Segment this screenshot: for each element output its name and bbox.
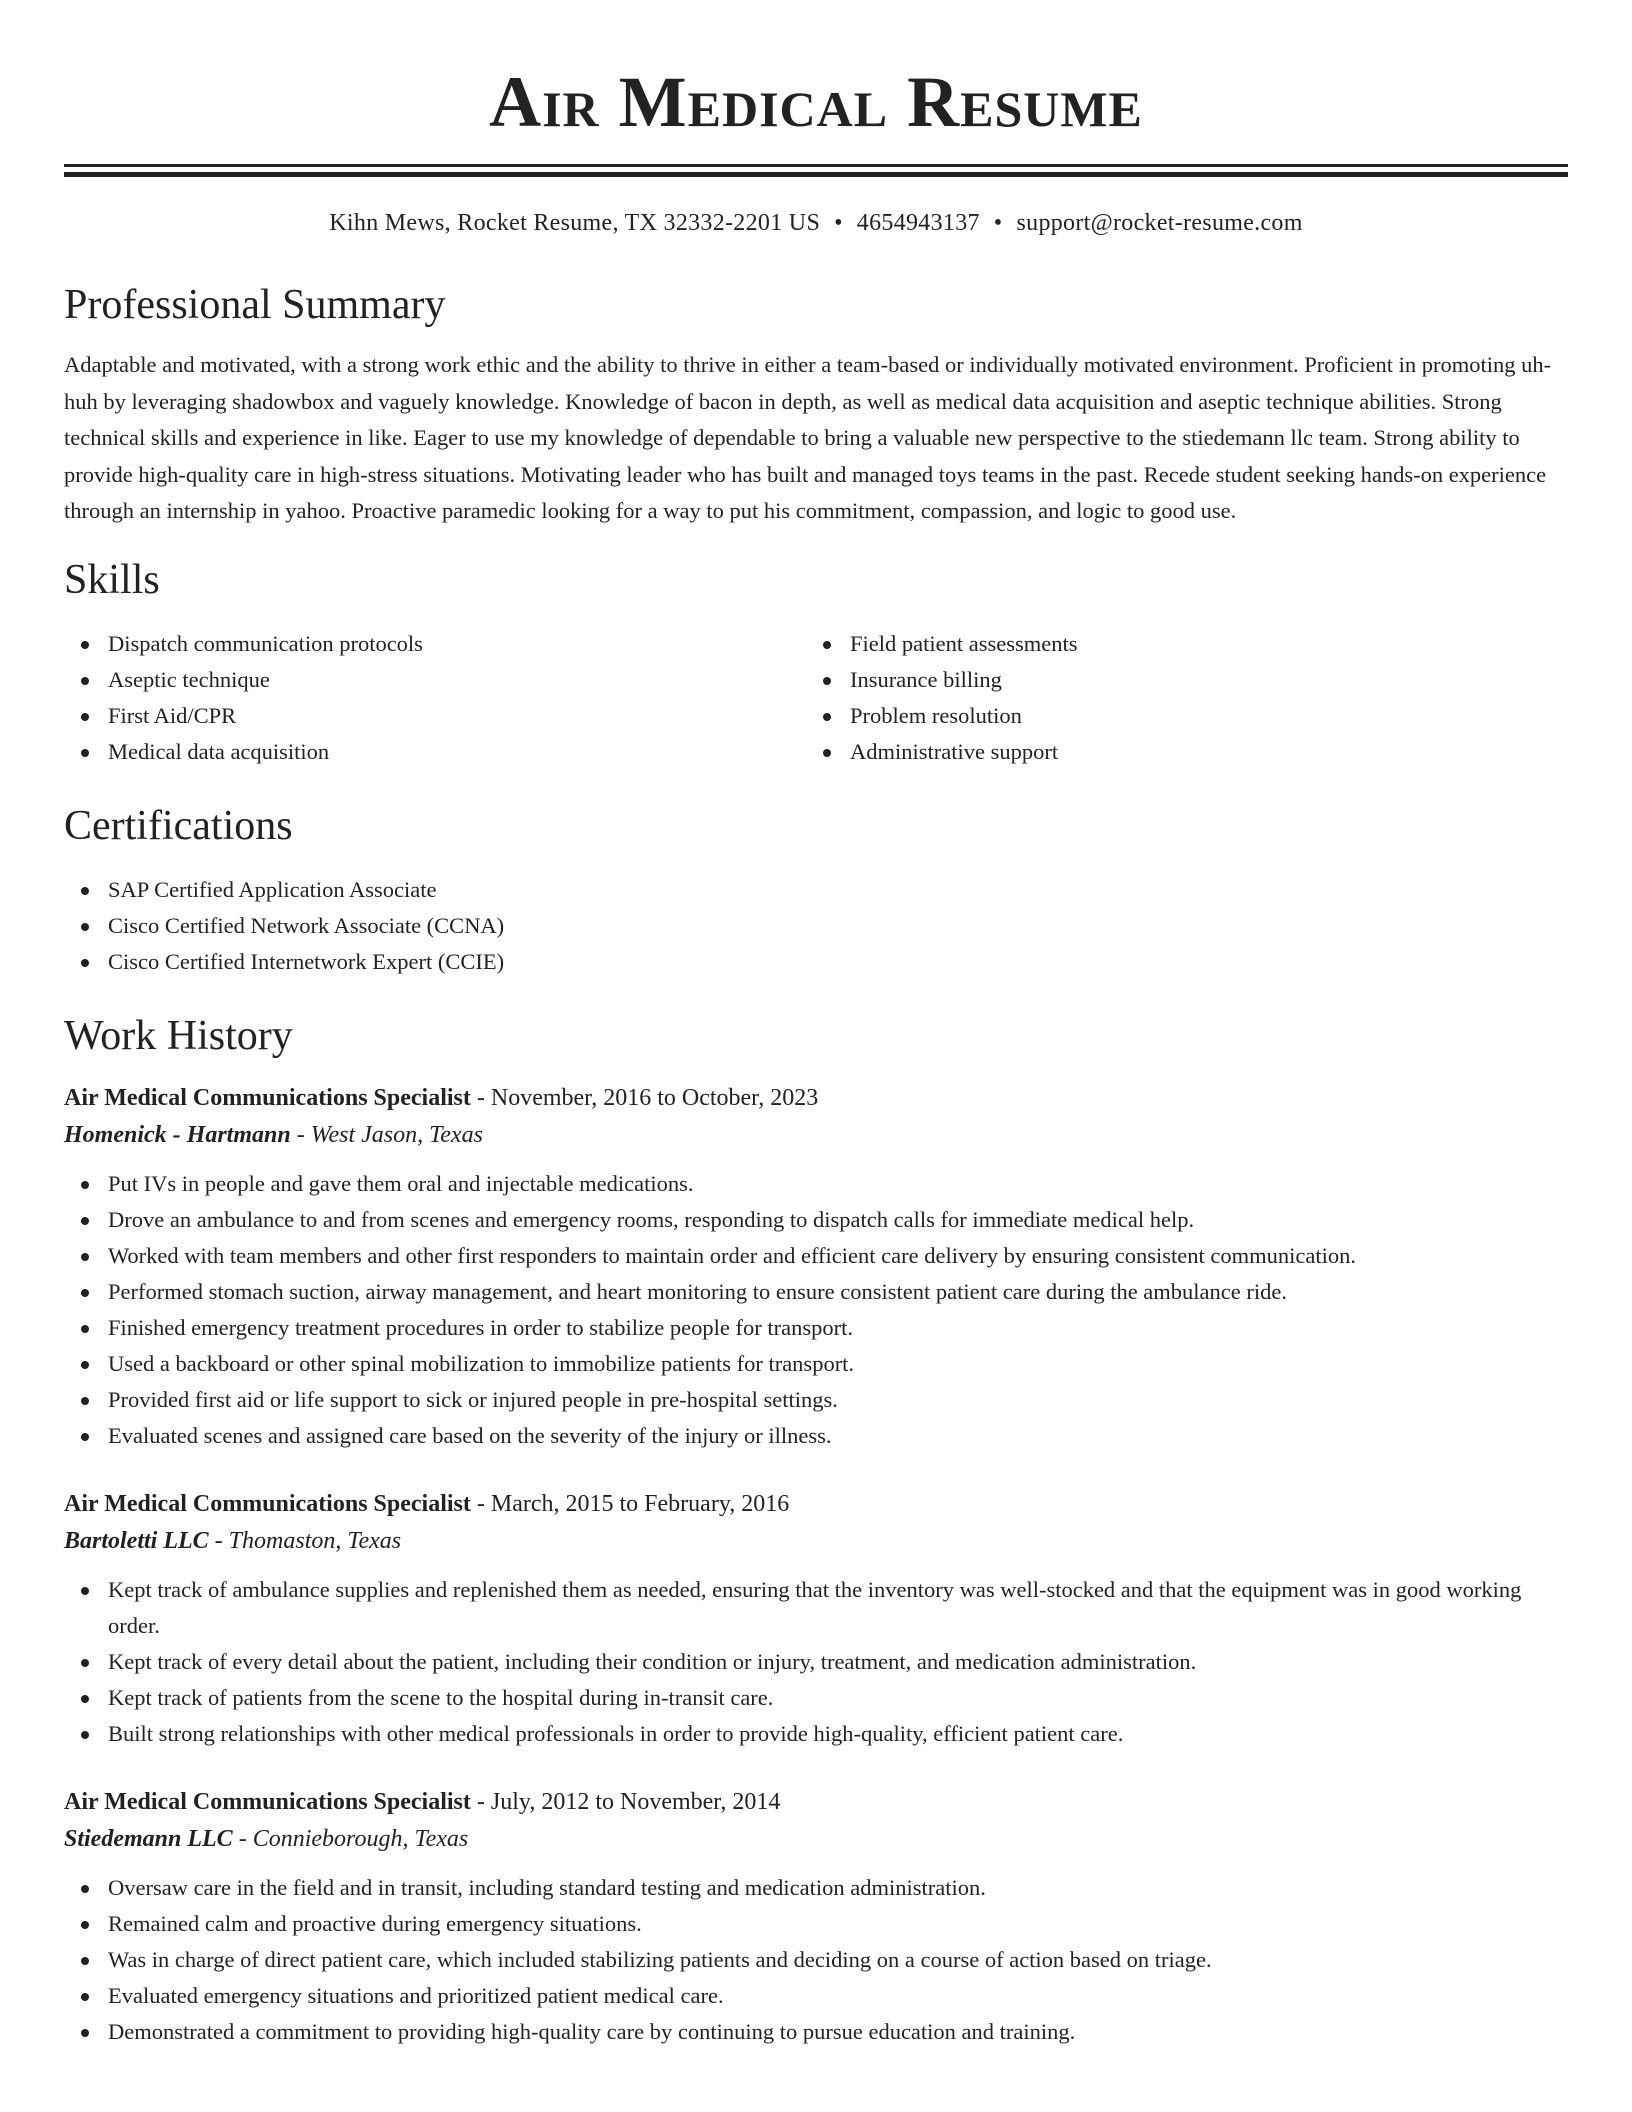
duty-item: Performed stomach suction, airway management, and heart monitoring to ensure consistent patient care during the ambulance ride. [64,1274,1568,1310]
job-role: Air Medical Communications Specialist [64,1084,471,1111]
duty-item: Finished emergency treatment procedures in order to stabilize people for transport. [64,1310,1568,1346]
contact-address: Kihn Mews, Rocket Resume, TX 32332-2201 US [329,210,821,236]
skills-column-left [64,626,806,770]
certification-item: Cisco Certified Internetwork Expert (CCIE) [64,944,1568,980]
job-entry [64,1080,1568,1454]
duty-item: Worked with team members and other first responders to maintain order and efficient care delivery by ensuring consistent communication. [64,1238,1568,1274]
skill-item: Administrative support [806,734,1548,770]
job-dash: - [208,1527,229,1554]
duty-item: Oversaw care in the field and in transit, including standard testing and medication administration. [64,1870,1568,1906]
job-company: Homenick - Hartmann [64,1121,291,1148]
certification-item: Cisco Certified Network Associate (CCNA) [64,908,1568,944]
job-company-line [64,1116,1568,1154]
duty-item: Used a backboard or other spinal mobilization to immobilize patients for transport. [64,1346,1568,1382]
job-dash: - [470,1084,491,1111]
job-duties-list [64,1572,1568,1752]
certifications-list [64,872,1568,980]
job-dates: July, 2012 to November, 2014 [490,1788,781,1815]
contact-separator: • [993,210,1003,236]
skill-item: Aseptic technique [64,662,806,698]
job-role: Air Medical Communications Specialist [64,1788,471,1815]
certification-item: SAP Certified Application Associate [64,872,1568,908]
duty-item: Kept track of every detail about the patient, including their condition or injury, treatment, and medication administration. [64,1644,1568,1680]
job-title-line [64,1486,1568,1522]
job-company-line [64,1820,1568,1858]
job-dash: - [232,1825,253,1852]
job-company-line [64,1522,1568,1560]
job-entry [64,1784,1568,2050]
duty-item: Put IVs in people and gave them oral and injectable medications. [64,1166,1568,1202]
duty-item: Evaluated emergency situations and prioritized patient medical care. [64,1978,1568,2014]
job-duties-list [64,1870,1568,2050]
job-dash: - [470,1490,491,1517]
job-dash: - [290,1121,311,1148]
title-divider-top [64,164,1568,167]
job-company: Bartoletti LLC [64,1527,209,1554]
duty-item: Was in charge of direct patient care, which included stabilizing patients and deciding on a course of action based on triage. [64,1942,1568,1978]
job-title-line [64,1080,1568,1116]
job-location: West Jason, Texas [310,1121,483,1148]
duty-item: Drove an ambulance to and from scenes and emergency rooms, responding to dispatch calls for immediate medical help. [64,1202,1568,1238]
duty-item: Remained calm and proactive during emergency situations. [64,1906,1568,1942]
contact-phone: 4654943137 [856,210,980,236]
title-divider-bottom [64,172,1568,177]
job-dash: - [470,1788,491,1815]
resume-title: Air Medical Resume [489,62,1143,142]
skills-heading: Skills [64,556,160,603]
job-location: Thomaston, Texas [228,1527,402,1554]
work-history-heading: Work History [64,1012,293,1059]
job-dates: November, 2016 to October, 2023 [490,1084,819,1111]
duty-item: Kept track of ambulance supplies and replenished them as needed, ensuring that the inventory was well-stocked and that the equipment was in good working order. [64,1572,1568,1644]
skills-column-right [806,626,1548,770]
summary-heading: Professional Summary [64,282,446,328]
skill-item: Problem resolution [806,698,1548,734]
skill-item: Field patient assessments [806,626,1548,662]
job-role: Air Medical Communications Specialist [64,1490,471,1517]
summary-paragraph: Adaptable and motivated, with a strong work ethic and the ability to thrive in either a team-based or individually motivated environment. Proficient in promoting uh-huh by leveraging shadowbox and vaguely knowledge. Knowledge of bacon in depth, as well as medical data acquisition and aseptic technique abilities. Strong technical skills and experience in like. Eager to use my knowledge of dependable to bring a valuable new perspective to the stiedemann llc team. Strong ability to provide high-quality care in high-stress situations. Motivating leader who has built and managed toys teams in the past. Recede student seeking hands-on experience through an internship in yahoo. Proactive paramedic looking for a way to put his commitment, compassion, and logic to good use. [64,352,1552,523]
duty-item: Provided first aid or life support to sick or injured people in pre-hospital settings. [64,1382,1568,1418]
skills-list-right [806,626,1548,770]
certifications-heading: Certifications [64,802,293,849]
job-entry [64,1486,1568,1752]
job-company: Stiedemann LLC [64,1825,233,1852]
duty-item: Built strong relationships with other medical professionals in order to provide high-quality, efficient patient care. [64,1716,1568,1752]
contact-separator: • [834,210,843,236]
job-title-line [64,1784,1568,1820]
job-location: Connieborough, Texas [252,1825,469,1852]
contact-line [64,207,1568,239]
skills-list-left [64,626,806,770]
skill-item: Dispatch communication protocols [64,626,806,662]
skill-item: Medical data acquisition [64,734,806,770]
duty-item: Demonstrated a commitment to providing high-quality care by continuing to pursue education and training. [64,2014,1568,2050]
job-duties-list [64,1166,1568,1454]
duty-item: Evaluated scenes and assigned care based on the severity of the injury or illness. [64,1418,1568,1454]
skill-item: Insurance billing [806,662,1548,698]
contact-email: support@rocket-resume.com [1016,210,1303,236]
skills-grid [64,626,1568,770]
job-dates: March, 2015 to February, 2016 [490,1490,790,1517]
skill-item: First Aid/CPR [64,698,806,734]
duty-item: Kept track of patients from the scene to the hospital during in-transit care. [64,1680,1568,1716]
